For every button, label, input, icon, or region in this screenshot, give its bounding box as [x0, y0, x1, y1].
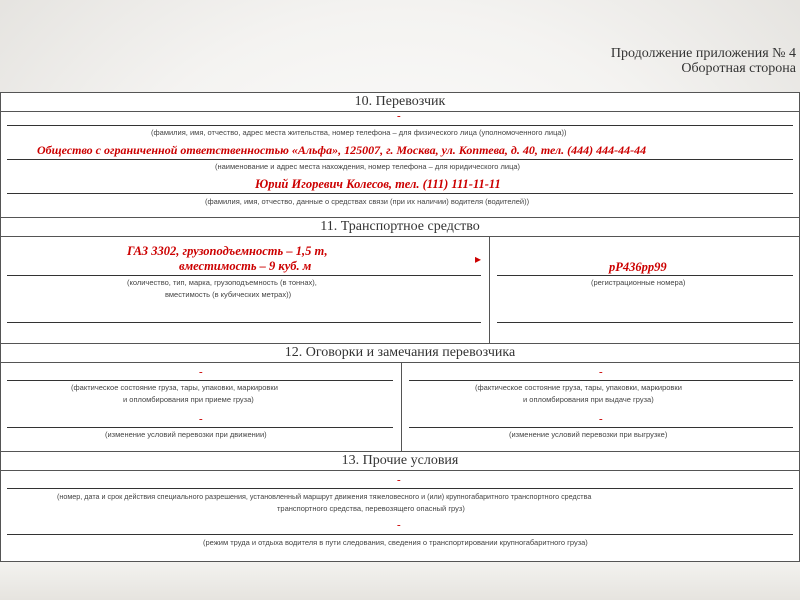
field-caption: (режим труда и отдыха водителя в пути следования, сведения о транспортировании крупногабаритного груза): [203, 538, 588, 547]
field-caption: (регистрационные номера): [591, 278, 686, 287]
empty-dash: -: [199, 413, 203, 425]
fill-line: [409, 427, 793, 428]
document-header: [556, 46, 796, 76]
field-caption: и опломбирования при приеме груза): [123, 395, 254, 404]
field-caption: транспортного средства, перевозящего опасный груз): [277, 504, 465, 513]
fill-line: [7, 193, 793, 194]
empty-dash: -: [599, 413, 603, 425]
carrier-company: Общество с ограниченной ответственностью «Альфа», 125007, г. Москва, ул. Коптева, д. 40, тел. (444) 444-44-44: [37, 143, 647, 157]
field-caption: вместимость (в кубических метрах)): [165, 290, 292, 299]
section-carrier: [1, 93, 799, 217]
field-caption: (фамилия, имя, отчество, адрес места жительства, номер телефона – для физического лица (уполномоченного лица)): [151, 128, 567, 137]
empty-dash: -: [397, 519, 401, 531]
fill-line: [7, 275, 481, 276]
reverse-side-label: Оборотная сторона: [681, 61, 796, 76]
empty-dash: -: [397, 110, 401, 122]
empty-dash: -: [397, 474, 401, 486]
column-divider: [401, 362, 402, 452]
driver-name: Юрий Игоревич Колесов, тел. (111) 111-11-11: [255, 177, 501, 191]
field-caption: (фактическое состояние груза, тары, упаковки, маркировки: [475, 383, 682, 392]
red-marker: ▸: [475, 252, 482, 266]
section-other-conditions: [1, 451, 799, 562]
fill-line: [7, 427, 393, 428]
section-title: 11. Транспортное средство: [1, 218, 799, 237]
field-caption: и опломбирования при выдаче груза): [523, 395, 654, 404]
registration-plate: рР436рр99: [609, 260, 667, 274]
vehicle-capacity: вместимость – 9 куб. м: [179, 259, 312, 273]
section-vehicle: [1, 217, 799, 344]
fill-line: [7, 488, 793, 489]
field-caption: (фактическое состояние груза, тары, упаковки, маркировки: [71, 383, 278, 392]
section-title: 10. Перевозчик: [1, 93, 799, 112]
vehicle-model: ГАЗ 3302, грузоподъемность – 1,5 т,: [127, 244, 328, 258]
fill-line: [7, 322, 481, 323]
fill-line: [497, 322, 793, 323]
empty-dash: -: [599, 366, 603, 378]
fill-line: [409, 380, 793, 381]
field-caption: (номер, дата и срок действия специального разрешения, установленный маршрут движения тяжеловесного и (или) крупногабаритного транспортного средства: [57, 492, 592, 501]
column-divider: [489, 236, 490, 344]
appendix-label: Продолжение приложения № 4: [610, 46, 796, 61]
fill-line: [7, 380, 393, 381]
field-caption: (изменение условий перевозки при выгрузке): [509, 430, 668, 439]
fill-line: [497, 275, 793, 276]
slide-bottom-margin: [0, 562, 800, 600]
field-caption: (фамилия, имя, отчество, данные о средствах связи (при их наличии) водителя (водителей)): [205, 197, 530, 206]
fill-line: [7, 125, 793, 126]
field-caption: (количество, тип, марка, грузоподъемность (в тоннах),: [127, 278, 317, 287]
fill-line: [7, 534, 793, 535]
waybill-form: [0, 92, 800, 562]
empty-dash: -: [199, 366, 203, 378]
section-carrier-remarks: [1, 343, 799, 452]
section-title: 13. Прочие условия: [1, 452, 799, 471]
section-title: 12. Оговорки и замечания перевозчика: [1, 344, 799, 363]
fill-line: [7, 159, 793, 160]
field-caption: (изменение условий перевозки при движении): [105, 430, 267, 439]
field-caption: (наименование и адрес места нахождения, номер телефона – для юридического лица): [215, 162, 521, 171]
